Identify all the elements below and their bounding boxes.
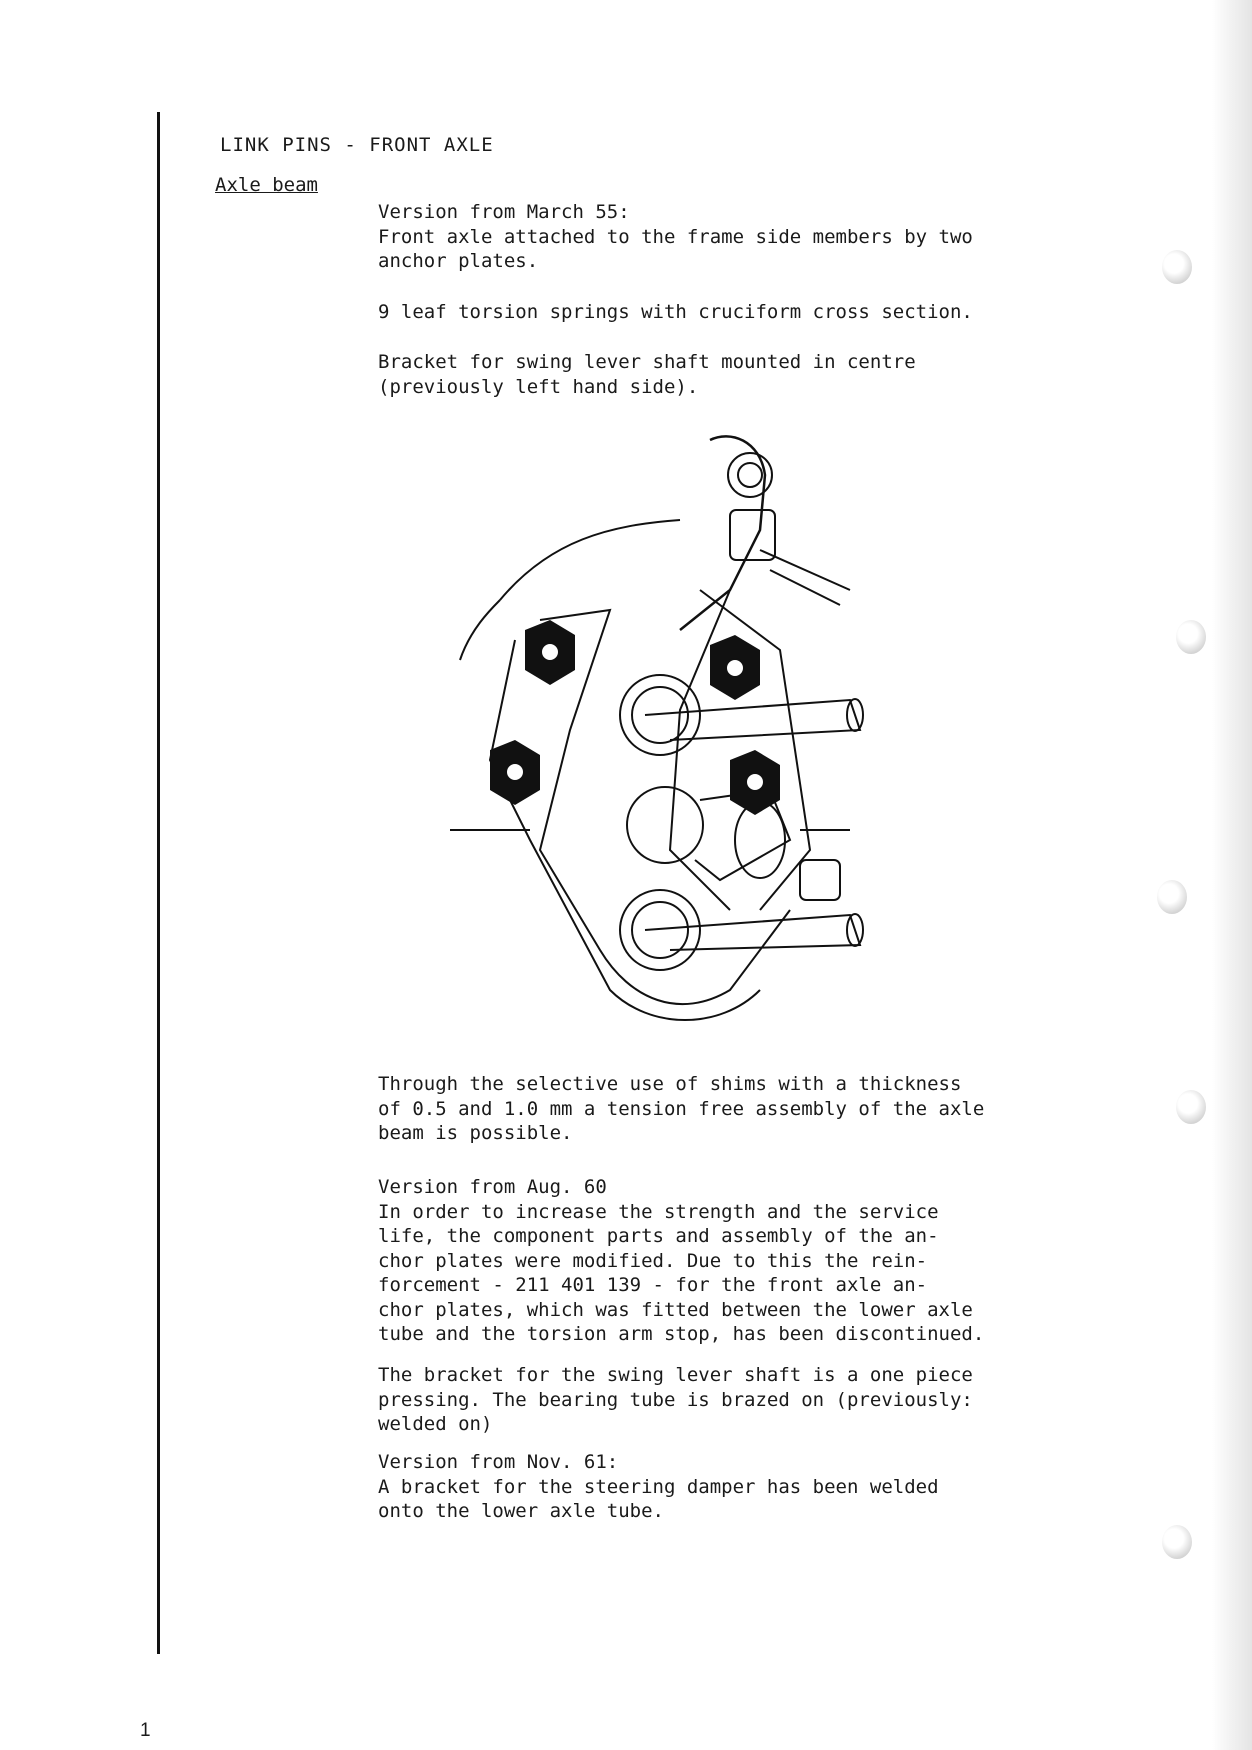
paragraph-version-march-55: Version from March 55: Front axle attached to the frame side members by two anchor plates. (378, 201, 973, 272)
paragraph-shims: Through the selective use of shims with a thickness of 0.5 and 1.0 mm a tension free assembly of the axle beam is possible. (378, 1073, 985, 1144)
paragraph-version-nov-61: Version from Nov. 61: A bracket for the steering damper has been welded onto the lower axle tube. (378, 1451, 939, 1522)
axle-beam-illustration (430, 430, 880, 1030)
margin-rule (157, 112, 160, 1654)
page-number: 1 (140, 1720, 151, 1741)
punch-hole-2 (1176, 620, 1206, 654)
paragraph-bracket-pressing: The bracket for the swing lever shaft is a one piece pressing. The bearing tube is brazed on (previously: welded on) (378, 1364, 973, 1435)
paragraph-torsion-springs: 9 leaf torsion springs with cruciform cross section. (378, 301, 973, 323)
punch-hole-4 (1176, 1090, 1206, 1124)
punch-hole-3 (1157, 880, 1187, 914)
punch-hole-5 (1162, 1525, 1192, 1559)
paragraph-version-aug-60: Version from Aug. 60 In order to increase the strength and the service life, the component parts and assembly of the an- chor plates were modified. Due to this the rein- forcement - 211 401 139 - for the front axle an- chor plates, which was fitted between the lower axle tube and the torsion arm stop, has been discontinued. (378, 1176, 985, 1345)
paragraph-bracket-centre: Bracket for swing lever shaft mounted in centre (previously left hand side). (378, 351, 916, 398)
page-heading: LINK PINS - FRONT AXLE (220, 134, 494, 156)
page-edge-shadow (1212, 0, 1252, 1750)
punch-hole-1 (1162, 250, 1192, 284)
section-subheading: Axle beam (215, 174, 318, 196)
